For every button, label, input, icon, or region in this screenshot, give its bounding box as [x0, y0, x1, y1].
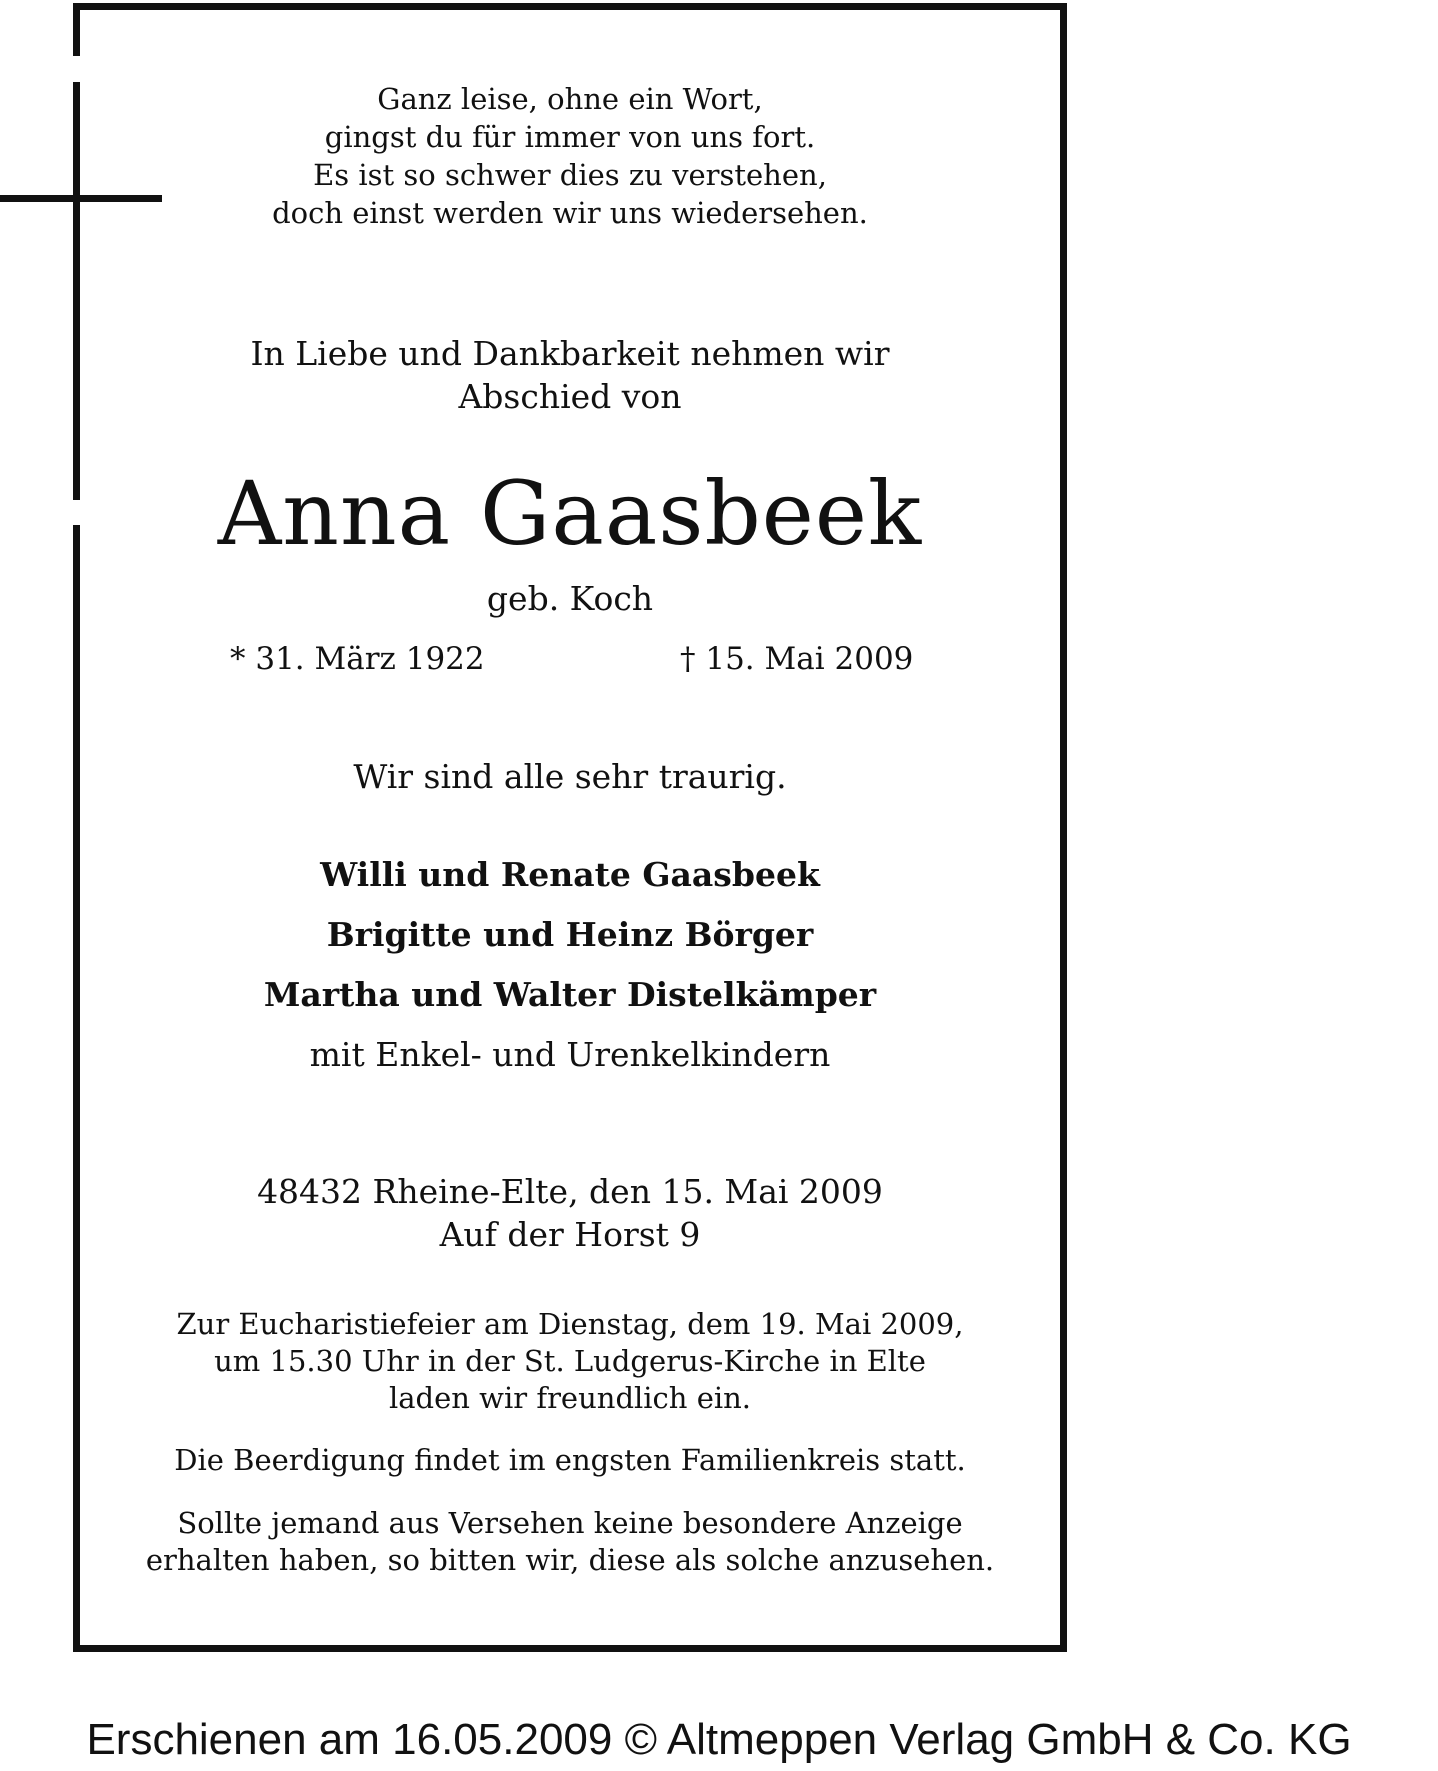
closing-note: [80, 1505, 1060, 1579]
funeral-info: Die Beerdigung findet im engsten Familienkreis statt.: [174, 1443, 966, 1477]
cross-vertical-beam: [73, 82, 80, 500]
intro-line: In Liebe und Dankbarkeit nehmen wir: [250, 334, 890, 373]
border-left-upper: [73, 3, 80, 56]
grandchildren-line: mit Enkel- und Urenkelkindern: [309, 1035, 831, 1074]
birth-date: * 31. März 1922: [230, 641, 485, 677]
border-left-lower: [73, 525, 80, 1652]
service-line: um 15.30 Uhr in der St. Ludgerus-Kirche in Elte: [214, 1344, 926, 1378]
life-dates: [0, 638, 1438, 680]
death-date: † 15. Mai 2009: [680, 641, 914, 677]
poem-line: gingst du für immer von uns fort.: [324, 120, 816, 154]
poem: [80, 80, 1060, 232]
service-info: [80, 1306, 1060, 1417]
border-bottom: [73, 1645, 1067, 1652]
border-right: [1060, 3, 1067, 1652]
sentiment-line: Wir sind alle sehr traurig.: [353, 757, 787, 796]
address-line: Auf der Horst 9: [439, 1215, 701, 1254]
border-top: [73, 3, 1066, 10]
mourner-entry: Willi und Renate Gaasbeek: [320, 855, 820, 894]
mourner-entry: Brigitte und Heinz Börger: [326, 915, 814, 954]
deceased-name: Anna Gaasbeek: [217, 462, 923, 565]
intro-line: Abschied von: [458, 377, 682, 416]
mourner-entry: Martha und Walter Distelkämper: [263, 975, 877, 1014]
note-line: erhalten haben, so bitten wir, diese als solche anzusehen.: [145, 1543, 995, 1577]
address-block: [80, 1170, 1060, 1256]
farewell-intro: [80, 332, 1060, 418]
service-line: Zur Eucharistiefeier am Dienstag, dem 19. Mai 2009,: [176, 1307, 964, 1341]
note-line: Sollte jemand aus Versehen keine besondere Anzeige: [177, 1506, 963, 1540]
poem-line: Es ist so schwer dies zu verstehen,: [313, 158, 827, 192]
maiden-name: geb. Koch: [486, 579, 654, 618]
poem-line: doch einst werden wir uns wiedersehen.: [272, 196, 868, 230]
publication-footer: Erschienen am 16.05.2009 © Altmeppen Verlag GmbH & Co. KG: [86, 1715, 1352, 1764]
address-line: 48432 Rheine-Elte, den 15. Mai 2009: [257, 1172, 883, 1211]
service-line: laden wir freundlich ein.: [388, 1381, 752, 1415]
mourners-list: [80, 845, 1060, 1085]
poem-line: Ganz leise, ohne ein Wort,: [377, 82, 763, 116]
